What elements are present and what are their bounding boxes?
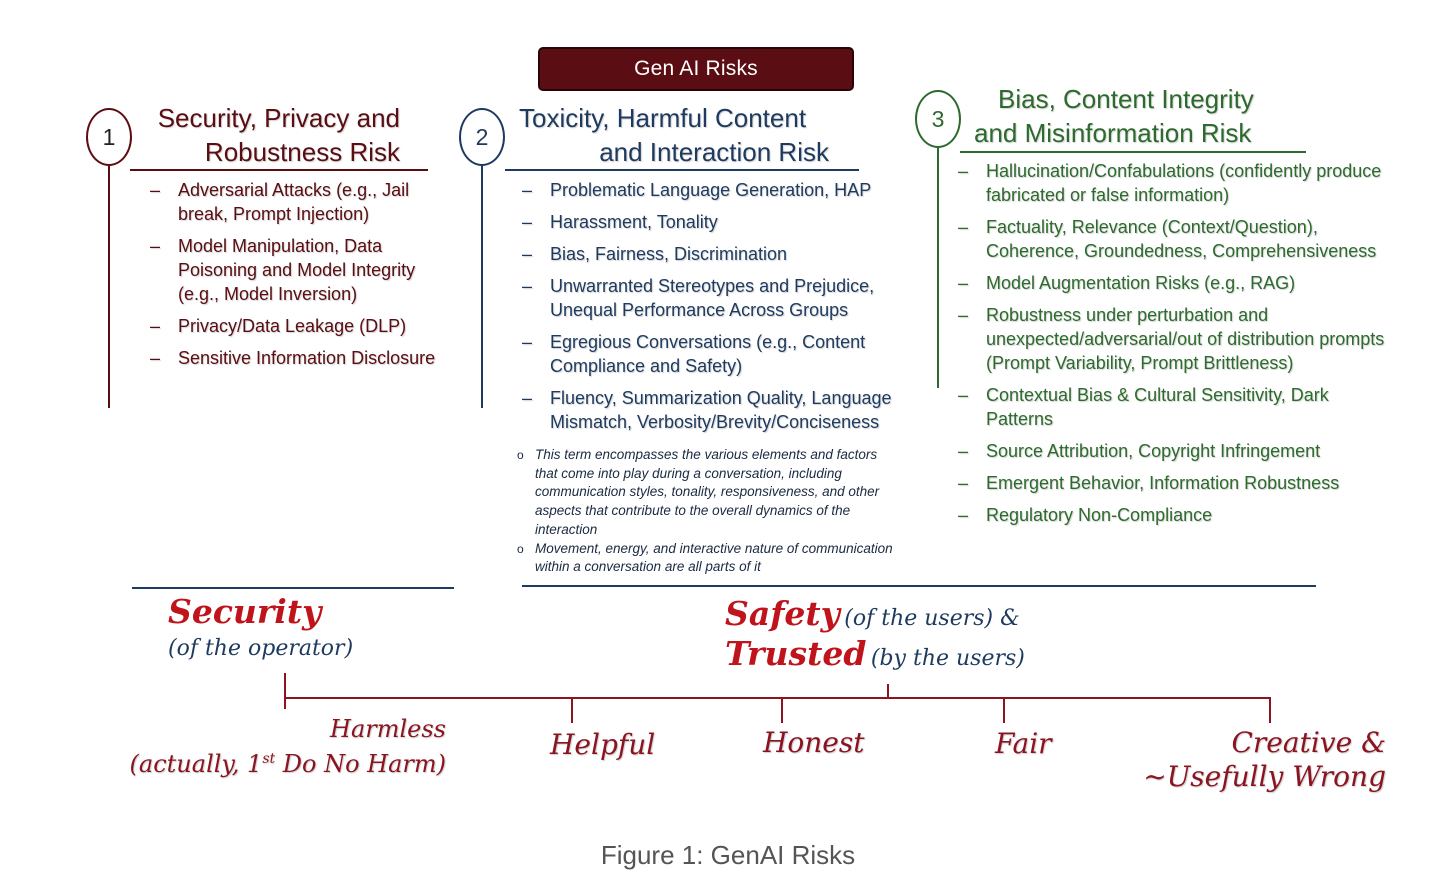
column-1-title-line1: Security, Privacy and [157,103,400,133]
list-item: – Harassment, Tonality [522,210,914,234]
harmless-line1: Harmless [330,715,446,743]
fair-label: Fair [995,727,1052,760]
list-item: – Model Augmentation Risks (e.g., RAG) [958,271,1396,295]
harmless-line2-post: Do No Harm) [275,750,446,778]
number-2-label: 2 [475,123,489,150]
creative-line2: ~Usefully Wrong [1143,760,1386,793]
list-item: – Bias, Fairness, Discrimination [522,242,914,266]
column-2-notes-list [517,446,895,577]
safety-heading-row [725,594,1020,633]
column-1-title-underline [130,169,428,171]
creative-label [1120,726,1386,794]
list-item: – Unwarranted Stereotypes and Prejudice, Unequal Performance Across Groups [522,274,914,322]
security-heading: Security [168,592,322,631]
list-item: – Model Manipulation, Data Poisoning and Model Integrity (e.g., Model Inversion) [150,234,460,306]
list-item: – Factuality, Relevance (Context/Question), Coherence, Groundedness, Comprehensiveness [958,215,1396,263]
column-2-title [505,101,829,169]
column-3-title-line1: Bias, Content Integrity [998,84,1254,114]
safety-subheading: (of the users) & [844,606,1020,631]
trusted-heading: Trusted [725,634,867,673]
timeline-tick-security [284,673,286,709]
timeline-tick-helpful [571,697,573,723]
number-2-circle [459,108,505,166]
list-item: – Robustness under perturbation and unexpected/adversarial/out of distribution prompts (Prompt Variability, Prompt Brittleness) [958,303,1396,375]
column-3-risk-list [958,159,1396,535]
list-item: – Regulatory Non-Compliance [958,503,1396,527]
creative-line1: Creative & [1231,726,1386,759]
security-divider [132,587,454,589]
helpful-label: Helpful [550,728,656,761]
column-2-title-underline [505,169,859,171]
security-subheading: (of the operator) [168,636,354,661]
banner-label: Gen AI Risks [634,57,758,80]
title-banner [538,47,854,91]
column-3-title-line2: and Misinformation Risk [974,118,1252,148]
timeline-tick-honest [781,697,783,723]
timeline-tick-safety [887,684,889,698]
column-1-title [130,101,400,169]
column-2-title-line2: and Interaction Risk [599,137,829,167]
number-3-circle [915,90,961,148]
trusted-subheading: (by the users) [870,646,1025,671]
column-1-title-line2: Robustness Risk [204,137,400,167]
list-item: – Contextual Bias & Cultural Sensitivity, Dark Patterns [958,383,1396,431]
list-item: – Hallucination/Confabulations (confidently produce fabricated or false information) [958,159,1396,207]
column-3-title [968,82,1274,150]
column-2-vertical-line [481,166,483,408]
list-item: – Emergent Behavior, Information Robustness [958,471,1396,495]
timeline-tick-fair [1003,697,1005,723]
honest-label: Honest [763,726,865,759]
figure-caption: Figure 1: GenAI Risks [600,840,856,870]
list-item: – Fluency, Summarization Quality, Language Mismatch, Verbosity/Brevity/Conciseness [522,386,914,434]
safety-heading: Safety [725,594,840,633]
number-1-circle [86,108,132,166]
safety-divider [522,585,1316,587]
note-item: o Movement, energy, and interactive nature of communication within a conversation are all parts of it [517,540,895,577]
harmless-sup: st [262,751,276,767]
note-item: o This term encompasses the various elements and factors that come into play during a conversation, including communication styles, tonality, responsiveness, and other aspects that contribute to the overall dynamics of the interaction [517,446,895,540]
timeline-tick-creative [1269,697,1271,723]
list-item: – Egregious Conversations (e.g., Content Compliance and Safety) [522,330,914,378]
harmless-label [120,714,446,779]
column-1-vertical-line [108,166,110,408]
column-3-title-underline [960,151,1306,153]
column-2-risk-list [522,178,914,442]
list-item: – Sensitive Information Disclosure [150,346,460,370]
trusted-heading-row [725,634,1025,673]
number-3-label: 3 [931,105,945,132]
timeline-axis [284,697,1271,699]
column-3-vertical-line [937,148,939,388]
column-2-title-line1: Toxicity, Harmful Content [519,103,807,133]
list-item: – Adversarial Attacks (e.g., Jail break, Prompt Injection) [150,178,460,226]
number-1-label: 1 [102,123,116,150]
list-item: – Problematic Language Generation, HAP [522,178,914,202]
column-1-risk-list [150,178,460,378]
harmless-line2-pre: (actually, 1 [129,750,263,778]
list-item: – Source Attribution, Copyright Infringement [958,439,1396,463]
list-item: – Privacy/Data Leakage (DLP) [150,314,460,338]
harmless-line2 [120,744,446,779]
